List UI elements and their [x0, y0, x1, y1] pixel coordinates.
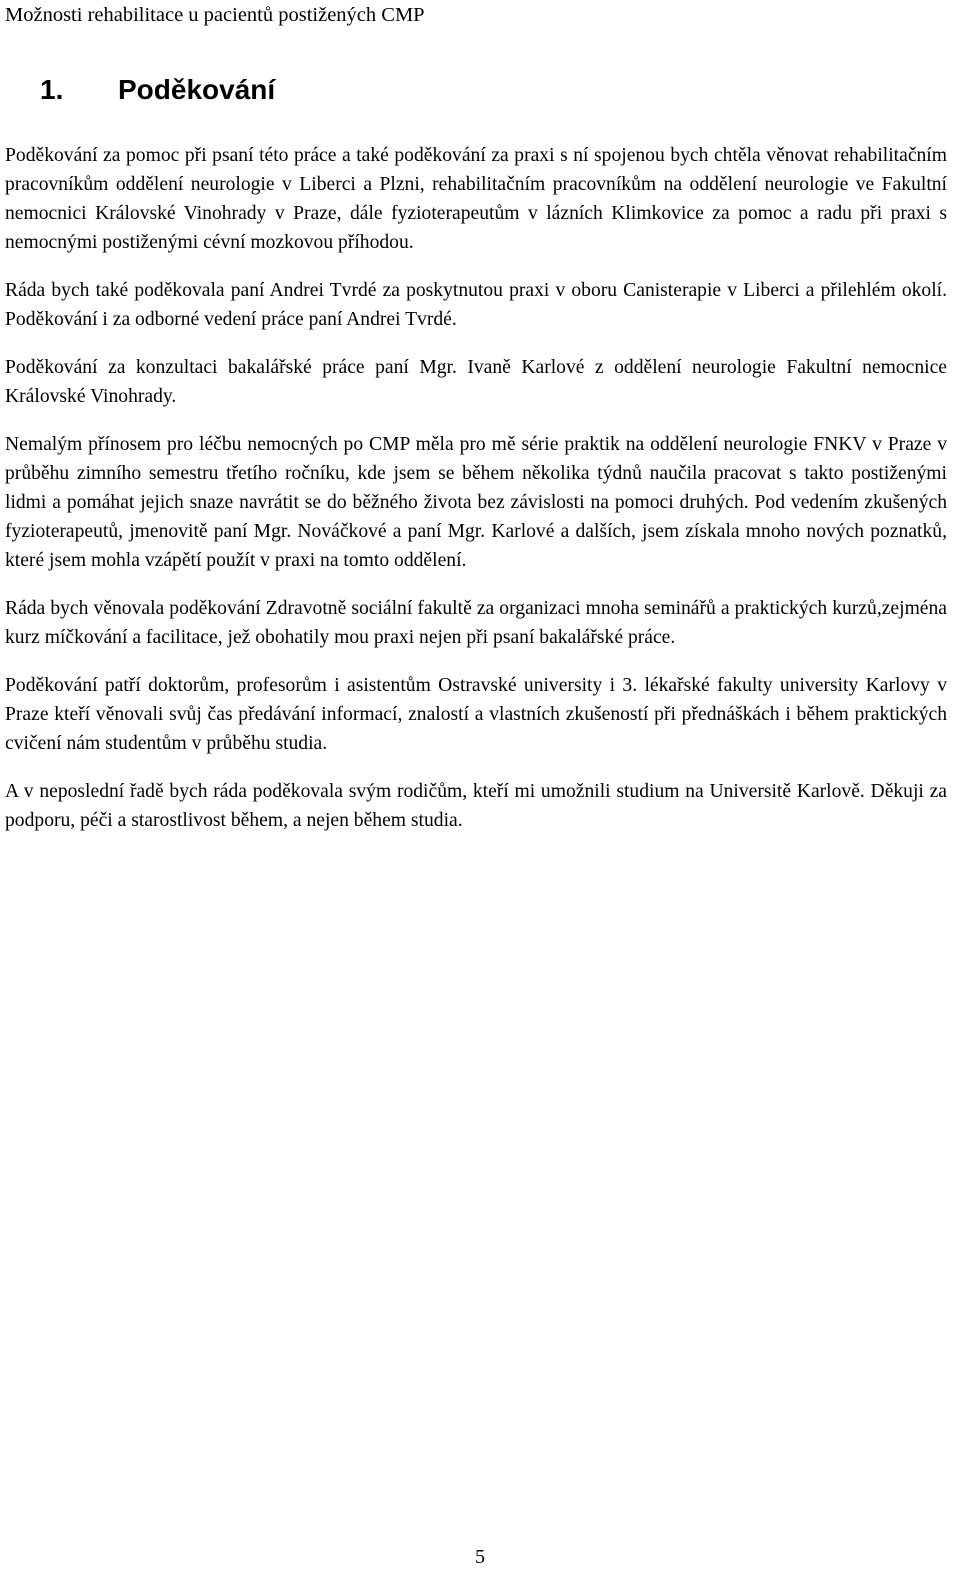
paragraph-thanks-teachers: Poděkování patří doktorům, profesorům i asistentům Ostravské university i 3. lékařské fakulty university Karlovy v Praze kteří věnovali svůj čas předávání informací, znalostí a vlastních zkušeností při přednáškách i během praktických cvičení nám studentům v průběhu studia. [5, 675, 947, 754]
paragraph-thanks-parents: A v neposlední řadě bych ráda poděkovala svým rodičům, kteří mi umožnili studium na Universitě Karlově. Děkuji za podporu, péči a starostlivost během, a nejen během studia. [5, 781, 947, 831]
paragraph-thanks-canistherapy: Ráda bych také poděkovala paní Andrei Tvrdé za poskytnutou praxi v oboru Canisterapie v Liberci a přilehlém okolí. Poděkování i za odborné vedení práce paní Andrei Tvrdé. [5, 280, 947, 330]
running-header: Možnosti rehabilitace u pacientů postižených CMP [5, 4, 425, 26]
section-number: 1. [40, 74, 64, 105]
paragraph-practice-fnkv: Nemalým přínosem pro léčbu nemocných po CMP měla pro mě série praktik na oddělení neurologie FNKV v Praze v průběhu zimního semestru třetího ročníku, kde jsem se během několika týdnů naučila pracovat s takto postiženými lidmi a pomáhat jejich snaze navrátit se do běžného života bez závislosti na pomoci druhých. Pod vedením zkušených fyzioterapeutů, jmenovitě paní Mgr. Nováčkové a paní Mgr. Karlové a dalších, jsem získala mnoho nových poznatků, které jsem mohla vzápětí použít v praxi na tomto oddělení. [5, 434, 947, 571]
paragraph-thanks-consultation: Poděkování za konzultaci bakalářské práce paní Mgr. Ivaně Karlové z oddělení neurologie Fakultní nemocnice Královské Vinohrady. [5, 357, 947, 407]
paragraph-thanks-faculty: Ráda bych věnovala poděkování Zdravotně sociální fakultě za organizaci mnoha seminářů a praktických kurzů,zejména kurz míčkování a facilitace, jež obohatily mou praxi nejen při psaní bakalářské práce. [5, 598, 947, 648]
acknowledgements-body [5, 141, 947, 854]
section-heading [40, 72, 275, 108]
page-number: 5 [475, 1546, 485, 1568]
section-title: Poděkování [118, 74, 276, 105]
paragraph-thanks-rehab-staff: Poděkování za pomoc při psaní této práce a také poděkování za praxi s ní spojenou bych chtěla věnovat rehabilitačním pracovníkům oddělení neurologie v Liberci a Plzni, rehabilitačním pracovníkům na oddělení neurologie ve Fakultní nemocnici Královské Vinohrady v Praze, dále fyzioterapeutům v lázních Klimkovice za pomoc a radu při praxi s nemocnými postiženými cévní mozkovou příhodou. [5, 145, 947, 253]
